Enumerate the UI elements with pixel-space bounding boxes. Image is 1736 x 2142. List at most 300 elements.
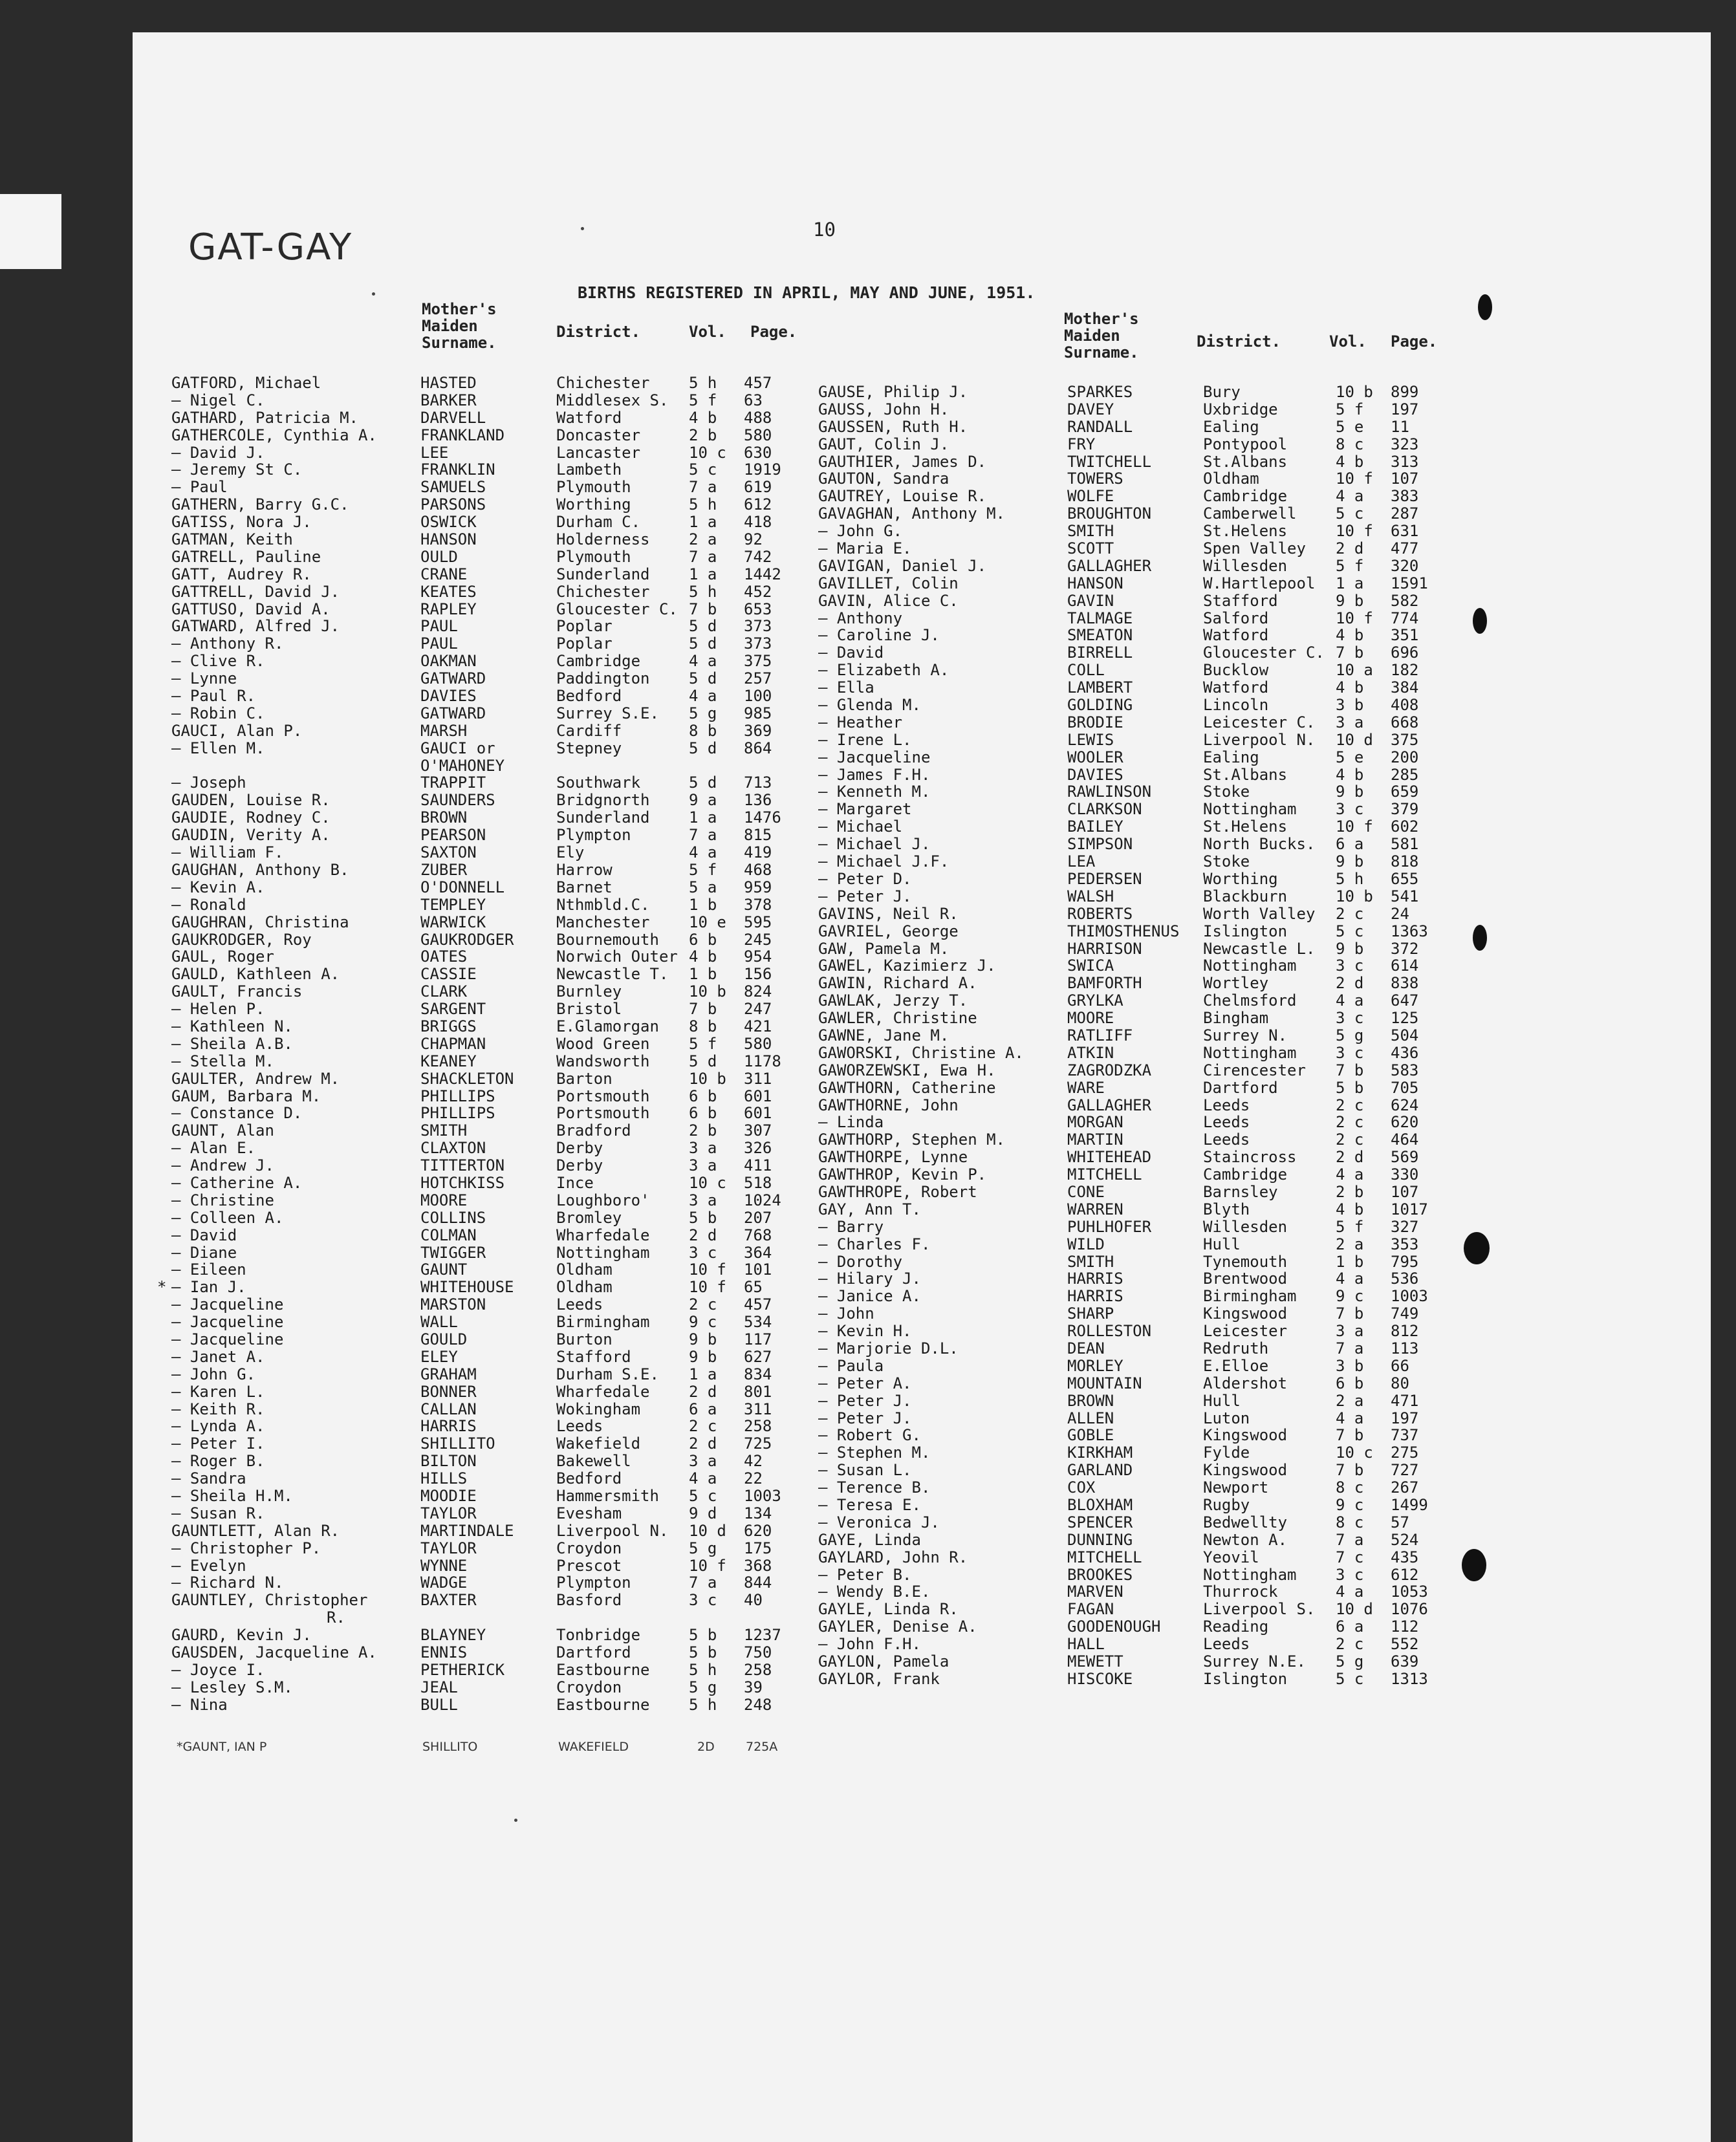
entry-name: GAVILLET, Colin <box>818 574 959 592</box>
entry-volume: 5 h <box>689 582 717 601</box>
entry-mother-maiden: ZUBER <box>420 860 468 879</box>
entry-volume: 5 h <box>1336 869 1364 888</box>
entry-row <box>171 565 779 583</box>
entry-volume: 3 a <box>1336 1322 1364 1341</box>
entry-district: Lancaster <box>556 443 641 462</box>
entry-name: GAUDIN, Verity A. <box>171 826 331 845</box>
entry-mother-maiden: HARRIS <box>420 1417 477 1436</box>
entry-row <box>171 739 779 757</box>
entry-volume: 6 a <box>689 1400 717 1418</box>
entry-page: 39 <box>744 1678 763 1696</box>
entry-row <box>171 913 779 931</box>
entry-mother-maiden: PUHLHOFER <box>1067 1217 1152 1236</box>
entry-district: Cirencester <box>1203 1061 1306 1079</box>
entry-page: 1017 <box>1391 1200 1428 1218</box>
entry-district: Hull <box>1203 1391 1241 1410</box>
entry-page: 311 <box>744 1400 772 1418</box>
entry-district: Reading <box>1203 1617 1269 1636</box>
entry-district: W.Hartlepool <box>1203 574 1316 592</box>
entry-name: — Paul <box>171 478 228 497</box>
right-page-heading: Page. <box>1391 332 1438 351</box>
entry-row <box>171 1295 779 1313</box>
entry-mother-maiden: LAMBERT <box>1067 678 1133 697</box>
entry-name: — John G. <box>818 522 903 541</box>
entry-district: Bucklow <box>1203 661 1269 680</box>
entry-volume: 5 g <box>689 1678 717 1696</box>
entry-mother-maiden: TWIGGER <box>420 1243 486 1262</box>
entry-row <box>818 661 1426 678</box>
entry-district: Gloucester C. <box>556 600 678 618</box>
entry-district: Luton <box>1203 1409 1250 1427</box>
entry-page: 418 <box>744 513 772 532</box>
entry-page: 1003 <box>1391 1287 1428 1306</box>
entry-mother-maiden: OATES <box>420 947 468 966</box>
entry-page: 1442 <box>744 565 781 583</box>
entry-mother-maiden: MOODIE <box>420 1487 477 1505</box>
entry-district: Oldham <box>556 1260 613 1279</box>
entry-name: — Peter J. <box>818 1409 912 1427</box>
entry-mother-maiden: LEE <box>420 443 449 462</box>
entry-district: Nottingham <box>1203 800 1297 819</box>
entry-row <box>818 783 1426 800</box>
entry-row <box>171 878 779 896</box>
entry-volume: 10 f <box>689 1260 726 1279</box>
entry-row <box>171 982 779 1000</box>
entry-district: Uxbridge <box>1203 400 1278 418</box>
entry-district: St.Albans <box>1203 765 1288 784</box>
entry-row <box>818 626 1426 644</box>
entry-name: — Roger B. <box>171 1452 265 1471</box>
entry-row <box>171 1383 779 1400</box>
entry-name: — William F. <box>171 843 284 862</box>
entry-name: — Irene L. <box>818 730 912 749</box>
entry-name: — Janice A. <box>818 1287 921 1306</box>
entry-mother-maiden: SMITH <box>420 1121 468 1140</box>
entry-district: Barnsley <box>1203 1182 1278 1201</box>
entry-page: 258 <box>744 1660 772 1679</box>
entry-district: Surrey S.E. <box>556 704 659 722</box>
entry-mother-maiden: BRODIE <box>1067 713 1123 731</box>
entry-mother-maiden: TEMPLEY <box>420 895 486 914</box>
entry-mother-maiden: MARVEN <box>1067 1583 1123 1601</box>
entry-row <box>818 940 1426 957</box>
entry-mother-maiden: FRY <box>1067 435 1096 453</box>
entry-name: GAULD, Kathleen A. <box>171 965 340 984</box>
entry-mother-maiden: WHITEHEAD <box>1067 1148 1152 1167</box>
entry-name: — Jacqueline <box>171 1330 284 1348</box>
entry-district: Poplar <box>556 617 613 636</box>
entry-mother-maiden: ATKIN <box>1067 1043 1114 1062</box>
entry-district: Harrow <box>556 860 613 879</box>
entry-volume: 5 b <box>1336 1078 1364 1097</box>
entry-row <box>818 1044 1426 1061</box>
entry-page: 200 <box>1391 748 1419 766</box>
entry-mother-maiden: SARGENT <box>420 1000 486 1019</box>
entry-page: 373 <box>744 634 772 653</box>
left-mother-heading: Mother's Maiden Surname. <box>422 300 497 352</box>
entry-district: Blyth <box>1203 1200 1250 1218</box>
entry-name: GAVRIEL, George <box>818 922 959 940</box>
entry-page: 364 <box>744 1243 772 1262</box>
entry-volume: 5 g <box>689 704 717 722</box>
entry-district: Watford <box>556 408 622 427</box>
entry-volume: 5 d <box>689 617 717 636</box>
entry-page: 749 <box>1391 1304 1419 1323</box>
entry-district: Islington <box>1203 1669 1288 1688</box>
entry-page: 373 <box>744 617 772 636</box>
entry-name: — Catherine A. <box>171 1173 303 1192</box>
right-district-heading: District. <box>1197 332 1281 351</box>
scan-edge-paper <box>0 194 61 269</box>
entry-district: Portsmouth <box>556 1087 650 1105</box>
entry-mother-maiden: WARWICK <box>420 913 486 931</box>
entry-row <box>818 852 1426 870</box>
entry-district: Wortley <box>1203 974 1269 993</box>
page-number: 10 <box>813 219 836 241</box>
entry-row <box>171 374 779 391</box>
entry-page: 379 <box>1391 800 1419 819</box>
entry-row <box>171 1260 779 1278</box>
entry-volume: 10 d <box>1336 1600 1373 1619</box>
entry-row <box>171 409 779 426</box>
entry-district: Worthing <box>556 495 631 514</box>
entry-volume: 4 a <box>1336 991 1364 1010</box>
entry-volume: 9 c <box>1336 1287 1364 1306</box>
entry-mother-maiden: FAGAN <box>1067 1600 1114 1619</box>
entry-page: 581 <box>1391 835 1419 854</box>
entry-district: Leicester <box>1203 1322 1288 1341</box>
footnote-vol: 2D <box>697 1740 715 1754</box>
entry-volume: 3 c <box>1336 800 1364 819</box>
entry-page: 468 <box>744 860 772 879</box>
entry-name: — Linda <box>818 1113 884 1132</box>
entry-row <box>818 592 1426 609</box>
entry-row <box>171 1121 779 1139</box>
entry-volume: 1 a <box>689 1365 717 1383</box>
entry-district: Wood Green <box>556 1034 650 1053</box>
entry-name: — Diane <box>171 1243 237 1262</box>
entry-name: — Joseph <box>171 774 246 792</box>
entry-volume: 2 d <box>689 1382 717 1401</box>
entry-mother-maiden: MARTINDALE <box>420 1521 514 1540</box>
entry-district: Leeds <box>1203 1635 1250 1654</box>
entry-mother-maiden: HOTCHKISS <box>420 1173 505 1192</box>
entry-mother-maiden: COX <box>1067 1478 1096 1497</box>
entry-district: Gloucester C. <box>1203 644 1325 662</box>
entry-volume: 10 f <box>1336 522 1373 541</box>
entry-row <box>171 669 779 687</box>
entry-volume: 4 a <box>689 652 717 671</box>
entry-volume: 4 b <box>1336 1200 1364 1218</box>
entry-mother-maiden: OSWICK <box>420 513 477 532</box>
entry-volume: 4 a <box>1336 1583 1364 1601</box>
entry-page: 1313 <box>1391 1669 1428 1688</box>
entry-mother-maiden: DARVELL <box>420 408 486 427</box>
entry-volume: 3 a <box>689 1452 717 1471</box>
entry-mother-maiden: GAUCI or <box>420 739 495 757</box>
entry-name: — Kenneth M. <box>818 783 931 801</box>
entry-volume: 10 b <box>689 1069 726 1088</box>
entry-row <box>171 1626 779 1643</box>
entry-row <box>171 1313 779 1330</box>
entry-volume: 4 a <box>1336 487 1364 506</box>
entry-row <box>818 887 1426 905</box>
entry-mother-maiden: LEWIS <box>1067 730 1114 749</box>
entry-district: Loughboro' <box>556 1191 650 1209</box>
entry-page: 655 <box>1391 869 1419 888</box>
entry-district: Sunderland <box>556 808 650 827</box>
entry-volume: 6 b <box>689 930 717 949</box>
entry-volume: 2 b <box>689 426 717 444</box>
entry-volume: 7 c <box>1336 1548 1364 1566</box>
entry-district: Derby <box>556 1156 603 1175</box>
entry-page: 117 <box>744 1330 772 1348</box>
entry-volume: 5 g <box>689 1539 717 1557</box>
entry-page: 323 <box>1391 435 1419 453</box>
entry-district: Bury <box>1203 383 1241 401</box>
entry-district: Bakewell <box>556 1452 631 1471</box>
entry-volume: 7 b <box>1336 1426 1364 1445</box>
entry-mother-maiden: SAUNDERS <box>420 791 495 810</box>
entry-district: Kingswood <box>1203 1426 1288 1445</box>
entry-mother-maiden: ROBERTS <box>1067 904 1133 923</box>
entry-mother-maiden: MORLEY <box>1067 1356 1123 1375</box>
entry-district: Derby <box>556 1139 603 1158</box>
entry-volume: 10 c <box>1336 1444 1373 1462</box>
entry-district: St.Helens <box>1203 522 1288 541</box>
entry-page: 630 <box>744 443 772 462</box>
entry-volume: 5 c <box>689 1487 717 1505</box>
entry-district: Durham S.E. <box>556 1365 659 1383</box>
entry-volume: 3 c <box>689 1591 717 1610</box>
entry-page: 63 <box>744 391 763 409</box>
entry-row <box>171 1226 779 1244</box>
entry-mother-maiden: GAVIN <box>1067 591 1114 610</box>
entry-name: GAUKRODGER, Roy <box>171 930 312 949</box>
entry-name: — Ella <box>818 678 874 697</box>
entry-name: — Jacqueline <box>818 748 931 766</box>
entry-volume: 7 b <box>1336 644 1364 662</box>
entry-name: — Robert G. <box>818 1426 921 1445</box>
entry-name: GAUSE, Philip J. <box>818 383 968 401</box>
entry-district: Wharfedale <box>556 1382 650 1401</box>
entry-row <box>171 791 779 808</box>
entry-name: GATTUSO, David A. <box>171 600 331 618</box>
entry-district: Spen Valley <box>1203 539 1306 558</box>
entry-mother-maiden: WALL <box>420 1313 458 1332</box>
entry-volume: 2 a <box>1336 1235 1364 1253</box>
entry-mother-maiden: WYNNE <box>420 1556 468 1575</box>
entry-district: Islington <box>1203 922 1288 940</box>
entry-district: Cardiff <box>556 721 622 740</box>
entry-row <box>818 1426 1426 1444</box>
entry-page: 1363 <box>1391 922 1428 940</box>
entry-name: — Ian J. <box>171 1278 246 1297</box>
entry-row <box>818 870 1426 887</box>
entry-district: Burnley <box>556 982 622 1001</box>
entry-page: 275 <box>1391 1444 1419 1462</box>
entry-volume: 5 g <box>1336 1026 1364 1044</box>
entry-page: 627 <box>744 1347 772 1366</box>
entry-row <box>171 1557 779 1574</box>
entry-mother-maiden: HARRIS <box>1067 1270 1123 1288</box>
entry-name: GAWTHORP, Stephen M. <box>818 1130 1005 1149</box>
entry-volume: 2 d <box>689 1434 717 1453</box>
left-district-heading: District. <box>556 323 641 341</box>
entry-page: 320 <box>1391 556 1419 575</box>
entry-volume: 5 h <box>689 374 717 392</box>
entry-name: GAVIN, Alice C. <box>818 591 959 610</box>
entry-name: — Veronica J. <box>818 1513 940 1531</box>
entry-name: — Lesley S.M. <box>171 1678 293 1696</box>
entry-row <box>818 1583 1426 1600</box>
entry-volume: 5 c <box>689 460 717 479</box>
entry-volume: 3 c <box>689 1243 717 1262</box>
entry-name: GAWNE, Jane M. <box>818 1026 949 1044</box>
entry-row <box>171 460 779 478</box>
entry-row <box>171 1000 779 1017</box>
entry-district: Eastbourne <box>556 1660 650 1679</box>
entry-mother-maiden: TITTERTON <box>420 1156 505 1175</box>
entry-name: GAVAGHAN, Anthony M. <box>818 504 1005 523</box>
entry-volume: 10 c <box>689 443 726 462</box>
entry-name: — Constance D. <box>171 1104 303 1123</box>
entry-page: 369 <box>744 721 772 740</box>
entry-volume: 5 h <box>689 495 717 514</box>
entry-district: Holderness <box>556 530 650 549</box>
entry-row <box>171 1417 779 1434</box>
entry-name: — Peter J. <box>818 887 912 905</box>
entry-page: 601 <box>744 1087 772 1105</box>
entry-name: GAUNTLEY, Christopher <box>171 1591 368 1610</box>
entry-name: GAWTHORNE, John <box>818 1096 959 1114</box>
entry-mother-maiden: CRANE <box>420 565 468 583</box>
entry-district: Wandsworth <box>556 1052 650 1070</box>
entry-page: 267 <box>1391 1478 1419 1497</box>
entry-mother-maiden: MITCHELL <box>1067 1165 1142 1184</box>
entry-volume: 7 b <box>1336 1461 1364 1480</box>
entry-name: GAULT, Francis <box>171 982 303 1001</box>
entry-mother-maiden: GATWARD <box>420 704 486 722</box>
entry-row <box>818 453 1426 470</box>
entry-mother-maiden: BLOXHAM <box>1067 1496 1133 1514</box>
entry-volume: 2 a <box>1336 1391 1364 1410</box>
binder-hole-3 <box>1473 925 1487 951</box>
binder-hole-1 <box>1478 294 1492 320</box>
entry-page: 1237 <box>744 1626 781 1645</box>
entry-mother-maiden: SIMPSON <box>1067 835 1133 854</box>
entry-page: 1003 <box>744 1487 781 1505</box>
entry-page: 326 <box>744 1139 772 1158</box>
entry-volume: 1 b <box>1336 1252 1364 1271</box>
entry-mother-maiden: SPENCER <box>1067 1513 1133 1531</box>
entry-mother-maiden: WALSH <box>1067 887 1114 905</box>
entry-mother-maiden: SHILLITO <box>420 1434 495 1453</box>
entry-page: 134 <box>744 1504 772 1522</box>
entry-volume: 5 f <box>1336 400 1364 418</box>
entry-name: GAUSS, John H. <box>818 400 949 418</box>
entry-volume: 2 d <box>689 1226 717 1244</box>
entry-name: — Anthony <box>818 609 903 627</box>
entry-row <box>171 1400 779 1418</box>
entry-volume: 4 a <box>1336 1409 1364 1427</box>
entry-mother-maiden: O'MAHONEY <box>420 756 505 775</box>
entry-page: 488 <box>744 408 772 427</box>
entry-volume: 5 d <box>689 669 717 688</box>
entry-page: 197 <box>1391 400 1419 418</box>
entry-name: — Caroline J. <box>818 626 940 645</box>
entry-district: Liverpool S. <box>1203 1600 1316 1619</box>
entry-name: GAWTHROP, Kevin P. <box>818 1165 987 1184</box>
entry-district: Lincoln <box>1203 696 1269 715</box>
entry-volume: 4 a <box>1336 1165 1364 1184</box>
entry-row <box>171 391 779 409</box>
entry-volume: 5 d <box>689 634 717 653</box>
entry-name: — Ronald <box>171 895 246 914</box>
entry-row <box>818 1322 1426 1339</box>
entry-name: GAY, Ann T. <box>818 1200 921 1218</box>
entry-row <box>818 766 1426 783</box>
register-page <box>133 32 1711 2142</box>
entry-district: Ealing <box>1203 417 1259 436</box>
entry-name: GATFORD, Michael <box>171 374 321 392</box>
entry-name: GATTRELL, David J. <box>171 582 340 601</box>
entry-mother-maiden: TALMAGE <box>1067 609 1133 627</box>
entry-mother-maiden: HASTED <box>420 374 477 392</box>
entry-district: Salford <box>1203 609 1269 627</box>
entry-volume: 2 b <box>1336 1182 1364 1201</box>
entry-volume: 8 b <box>689 721 717 740</box>
entry-volume: 7 a <box>1336 1339 1364 1358</box>
entry-mother-maiden: GRYLKA <box>1067 991 1123 1010</box>
entry-name: GAVIGAN, Daniel J. <box>818 556 987 575</box>
right-mother-heading: Mother's Maiden Surname. <box>1064 310 1139 362</box>
entry-name: — Ellen M. <box>171 739 265 757</box>
entry-row <box>171 617 779 634</box>
entry-page: 22 <box>744 1469 763 1488</box>
entry-name: — Paula <box>818 1356 884 1375</box>
entry-row <box>171 1035 779 1052</box>
entry-mother-maiden: MOUNTAIN <box>1067 1374 1142 1392</box>
entry-volume: 6 a <box>1336 1617 1364 1636</box>
entry-name: GAYLON, Pamela <box>818 1652 949 1671</box>
entry-row <box>818 1478 1426 1496</box>
entry-district: Paddington <box>556 669 650 688</box>
entry-district: Blackburn <box>1203 887 1288 905</box>
entry-name: — John <box>818 1304 874 1323</box>
ink-speck <box>514 1819 517 1822</box>
entry-row <box>818 1600 1426 1617</box>
entry-page: 838 <box>1391 974 1419 993</box>
entry-row <box>818 1061 1426 1079</box>
entry-district: Hammersmith <box>556 1487 659 1505</box>
entry-page: 659 <box>1391 783 1419 801</box>
entry-row <box>171 1052 779 1070</box>
entry-volume: 4 a <box>689 687 717 706</box>
entry-page: 524 <box>1391 1530 1419 1549</box>
entry-row <box>171 1330 779 1348</box>
entry-mother-maiden: WADGE <box>420 1574 468 1592</box>
entry-mother-maiden: SMEATON <box>1067 626 1133 645</box>
index-range-stamp: GAT-GAY <box>188 226 353 268</box>
entry-page: 408 <box>1391 696 1419 715</box>
entry-page: 727 <box>1391 1461 1419 1480</box>
entry-name: GAULTER, Andrew M. <box>171 1069 340 1088</box>
entry-name: GAUM, Barbara M. <box>171 1087 321 1105</box>
entry-page: 653 <box>744 600 772 618</box>
entry-district: Newport <box>1203 1478 1269 1497</box>
footnote-page: 725A <box>746 1740 778 1754</box>
